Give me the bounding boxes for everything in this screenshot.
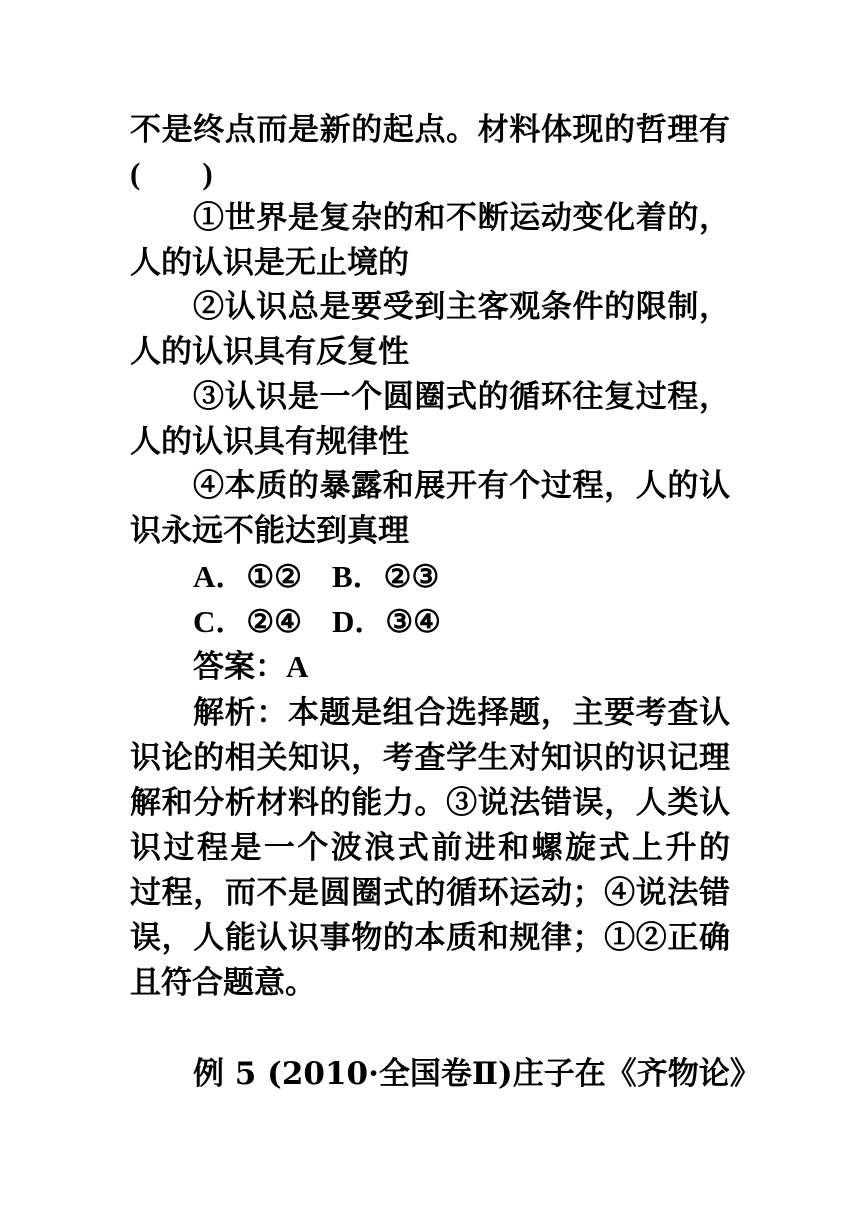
choice-b-value: ②③: [383, 559, 440, 595]
option-3-line-1: ③认识是一个圆圈式的循环往复过程，: [193, 379, 730, 415]
question-line-1: 不是终点而是新的起点。材料体现的哲理有: [130, 112, 730, 148]
example-label: 例 5: [193, 1056, 257, 1092]
paren-close: ): [202, 156, 213, 191]
answer-label: 答案：: [193, 649, 286, 685]
answer-value: A: [286, 649, 309, 684]
analysis-line-5: 过程，而不是圆圈式的循环运动；④说法错: [130, 875, 730, 911]
analysis-text-1: 本题是组合选择题，主要考查认: [287, 695, 730, 731]
choice-c-value: ②④: [246, 604, 302, 640]
choice-c-label: C．: [193, 604, 247, 639]
example-5-line: [193, 1052, 761, 1096]
answer-line: [193, 645, 730, 689]
option-1-line-1: ①世界是复杂的和不断运动变化着的，: [193, 200, 730, 236]
paren-open: (: [130, 156, 141, 191]
analysis-line-7: 且符合题意。: [130, 965, 316, 1001]
choice-d-value: ③④: [385, 604, 441, 640]
choice-a-value: ①②: [246, 559, 302, 595]
example-text: 庄子在《齐物论》: [512, 1056, 761, 1092]
choices-row-2: [193, 600, 730, 644]
option-4-line-1: ④本质的暴露和展开有个过程，人的认: [193, 468, 730, 504]
analysis-line-1: [193, 691, 730, 735]
analysis-line-3: 解和分析材料的能力。③说法错误，人类认: [130, 785, 730, 821]
analysis-line-6: 误，人能认识事物的本质和规律；①②正确: [130, 920, 730, 956]
option-4-line-2: 识永远不能达到真理: [130, 513, 409, 549]
option-1-line-2: 人的认识是无止境的: [130, 245, 409, 281]
example-source: (2010·全国卷Ⅱ): [267, 1056, 513, 1092]
analysis-line-4: 识过程是一个波浪式前进和螺旋式上升的: [130, 830, 730, 866]
option-2-line-1: ②认识总是要受到主客观条件的限制，: [193, 289, 730, 325]
answer-parentheses: [130, 152, 730, 196]
choices-row-1: [193, 555, 730, 599]
option-2-line-2: 人的认识具有反复性: [130, 334, 409, 370]
option-3-line-2: 人的认识具有规律性: [130, 424, 409, 460]
choice-a-label: A．: [193, 559, 247, 594]
choice-b-label: B．: [331, 559, 384, 594]
analysis-label: 解析：: [193, 695, 288, 731]
choice-d-label: D．: [331, 604, 386, 639]
analysis-line-2: 识论的相关知识，考查学生对知识的识记理: [130, 740, 730, 776]
